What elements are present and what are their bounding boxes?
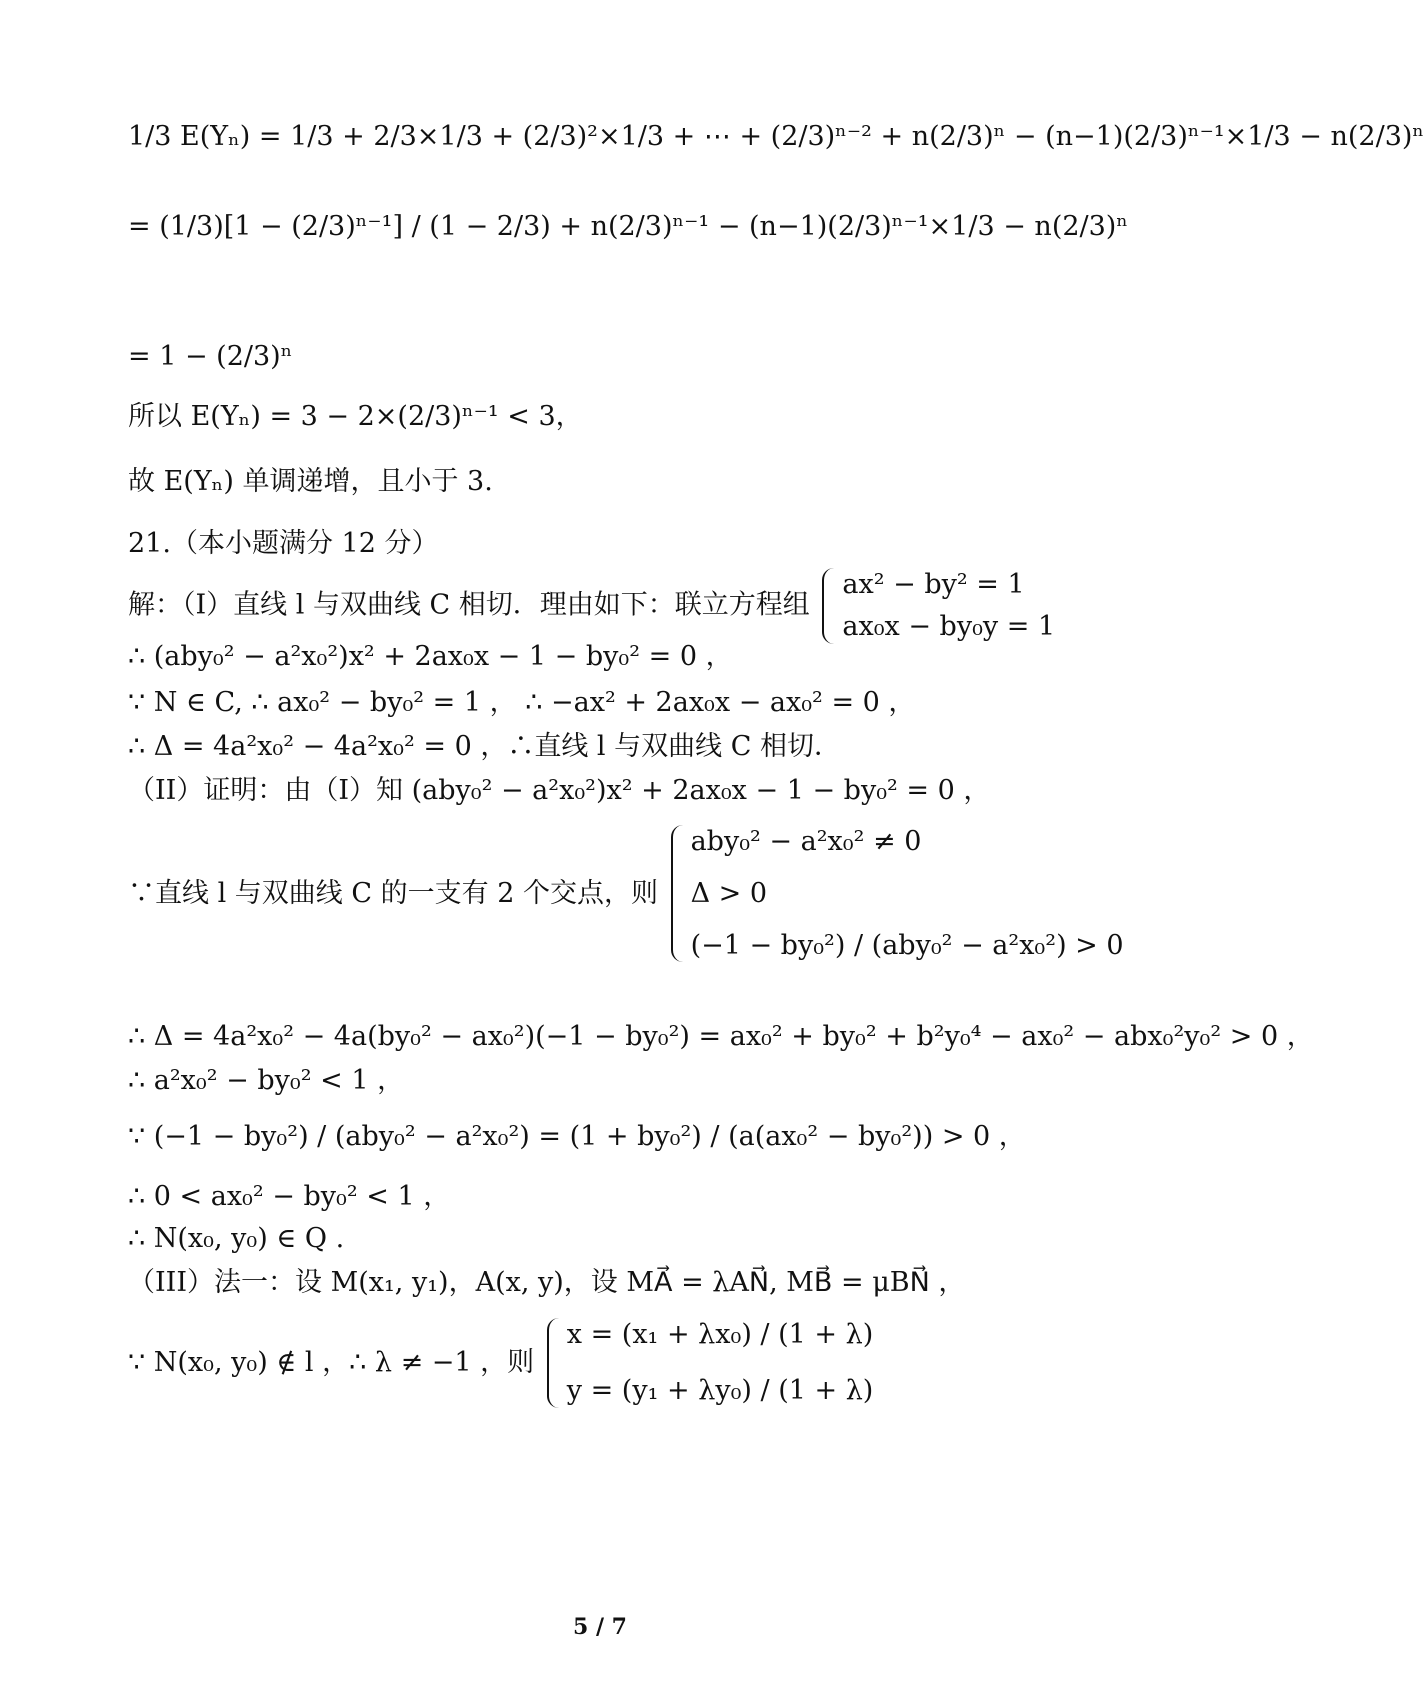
system-2-row-3: (−1 − by₀²) / (aby₀² − a²x₀²) > 0 (690, 929, 1124, 961)
page-number: 5 / 7 (573, 1614, 627, 1640)
solution-part-3-system-line (128, 1318, 873, 1408)
formula-line-4: 所以 E(Yₙ) = 3 − 2×(2/3)ⁿ⁻¹ < 3， (128, 401, 583, 432)
formula-line-1: 1/3 E(Yₙ) = 1/3 + 2/3×1/3 + (2/3)²×1/3 + ⋯ + (2/3)ⁿ⁻² + n(2/3)ⁿ − (n−1)(2/3)ⁿ⁻¹×1/3 − n(2/3)ⁿ (128, 121, 1424, 152)
question-heading-21: 21.（本小题满分 12 分） (128, 528, 439, 559)
left-brace (547, 1318, 561, 1408)
formula-line-2: = (1/3)[1 − (2/3)ⁿ⁻¹] / (1 − 2/3) + n(2/3)ⁿ⁻¹ − (n−1)(2/3)ⁿ⁻¹×1/3 − n(2/3)ⁿ (128, 211, 1129, 242)
system-1-row-1: ax² − by² = 1 (842, 569, 1025, 600)
formula-line-9: ∵ N ∈ C, ∴ ax₀² − by₀² = 1 ， ∴ −ax² + 2ax₀x − ax₀² = 0 ， (128, 687, 916, 718)
solution-part-2-line: （II）证明：由（I）知 (aby₀² − a²x₀²)x² + 2ax₀x − 1 − by₀² = 0 ， (128, 775, 991, 806)
formula-line-13: ∴ Δ = 4a²x₀² − 4a(by₀² − ax₀²)(−1 − by₀²) = ax₀² + by₀² + b²y₀⁴ − ax₀² − abx₀²y₀² > 0 ， (128, 1021, 1314, 1052)
formula-line-8: ∴ (aby₀² − a²x₀²)x² + 2ax₀x − 1 − by₀² = 0 ， (128, 641, 733, 672)
system-2-row-1: aby₀² − a²x₀² ≠ 0 (690, 826, 922, 857)
formula-line-5: 故 E(Yₙ) 单调递增，且小于 3. (128, 466, 493, 497)
solution-part-2-condition-line (128, 825, 1124, 962)
equation-system-2 (671, 825, 1124, 962)
solution-part-3-line: （III）法一：设 M(x₁, y₁)，A(x, y)，设 MA⃗ = λAN⃗, MB⃗ = μBN⃗ ， (128, 1267, 966, 1298)
equation-system-3 (547, 1318, 874, 1408)
formula-line-14: ∴ a²x₀² − by₀² < 1 ， (128, 1065, 405, 1096)
part-3-condition-text: ∵ N(x₀, y₀) ∉ l ，∴ λ ≠ −1 ，则 (128, 1346, 535, 1378)
formula-line-17: ∴ N(x₀, y₀) ∈ Q . (128, 1223, 345, 1254)
system-1-row-2: ax₀x − by₀y = 1 (842, 610, 1056, 642)
solution-part-1-line (128, 568, 1055, 644)
system-3-row-1: x = (x₁ + λx₀) / (1 + λ) (566, 1319, 874, 1350)
solution-part-1-text: 解：（I）直线 l 与双曲线 C 相切．理由如下：联立方程组 (128, 589, 810, 621)
formula-line-16: ∴ 0 < ax₀² − by₀² < 1 ， (128, 1181, 451, 1212)
formula-line-15: ∵ (−1 − by₀²) / (aby₀² − a²x₀²) = (1 + by₀²) / (a(ax₀² − by₀²)) > 0 ， (128, 1121, 1026, 1152)
system-2-row-2: Δ > 0 (690, 877, 768, 909)
left-brace (822, 568, 836, 644)
formula-line-10: ∴ Δ = 4a²x₀² − 4a²x₀² = 0 ，∴直线 l 与双曲线 C 相切． (128, 731, 841, 762)
formula-line-3: = 1 − (2/3)ⁿ (128, 341, 293, 372)
condition-text: ∵直线 l 与双曲线 C 的一支有 2 个交点，则 (128, 877, 658, 909)
equation-system-1 (822, 568, 1055, 644)
left-brace (671, 825, 685, 962)
system-3-row-2: y = (y₁ + λy₀) / (1 + λ) (566, 1374, 874, 1406)
